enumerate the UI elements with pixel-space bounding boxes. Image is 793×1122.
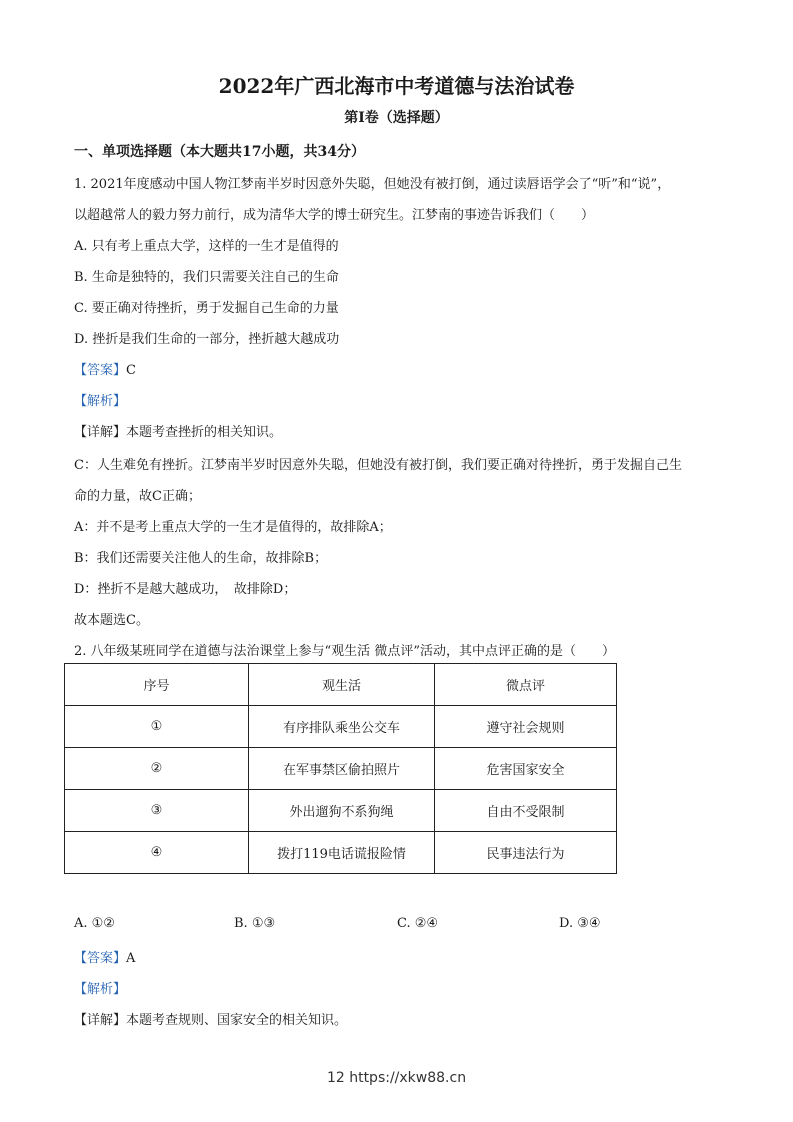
q1-option-a: A. 只有考上重点大学，这样的一生才是值得的 [74,239,339,254]
q1-stem-line1: 1. 2021年度感动中国人物江梦南半岁时因意外失聪，但她没有被打倒，通过读唇语学会了“听”和“说”， [74,177,671,192]
q2-answer [74,947,135,966]
table-header: 观生活 [249,664,435,706]
q1-conclusion: 故本题选C。 [74,613,149,628]
q2-detail [74,1009,347,1028]
q1-option-d: D. 挫折是我们生命的一部分，挫折越大越成功 [74,332,340,347]
table-header-row [65,664,617,706]
q1-option-b: B. 生命是独特的，我们只需要关注自己的生命 [74,270,339,285]
q2-stem: 2. 八年级某班同学在道德与法治课堂上参与“观生活 微点评”活动，其中点评正确的是（ ） [74,644,615,659]
table-cell: 在军事禁区偷拍照片 [249,748,435,790]
page-title: 2022年广西北海市中考道德与法治试卷 [218,74,575,98]
answer-value: A [126,951,136,966]
detail-tag: 【详解】 [74,1013,127,1028]
q1-exp-c-line2: 命的力量，故C正确； [74,489,201,504]
table-row [65,832,617,874]
table-cell: ③ [65,790,249,832]
q2-option-d: D. ③④ [559,916,601,931]
table-header: 微点评 [435,664,617,706]
answer-tag: 【答案】 [74,951,127,966]
detail-text: 本题考查规则、国家安全的相关知识。 [126,1013,348,1028]
q1-exp-c-line1: C：人生难免有挫折。江梦南半岁时因意外失聪，但她没有被打倒，我们要正确对待挫折，勇于发掘自己生 [74,458,682,473]
q1-exp-b: B：我们还需要关注他人的生命，故排除B； [74,551,328,566]
table-row [65,706,617,748]
table-cell: 民事违法行为 [435,832,617,874]
q1-exp-a: A：并不是考上重点大学的一生才是值得的，故排除A； [74,520,392,535]
table-cell: ② [65,748,249,790]
table-cell: 外出遛狗不系狗绳 [249,790,435,832]
q2-option-b: B. ①③ [234,916,276,931]
section-heading: 一、单项选择题（本大题共17小题，共34分） [74,144,365,160]
q2-table [64,663,617,874]
table-cell: ④ [65,832,249,874]
table-cell: 自由不受限制 [435,790,617,832]
volume-subtitle: 第I卷（选择题） [344,110,449,126]
detail-tag: 【详解】 [74,425,127,440]
table-cell: 危害国家安全 [435,748,617,790]
table-cell: 拨打119电话谎报险情 [249,832,435,874]
q2-option-c: C. ②④ [397,916,439,931]
table-cell: 遵守社会规则 [435,706,617,748]
table-header: 序号 [65,664,249,706]
q1-stem-line2: 以超越常人的毅力努力前行，成为清华大学的博士研究生。江梦南的事迹告诉我们（ ） [74,208,595,223]
table-row [65,790,617,832]
q1-analysis-tag: 【解析】 [74,394,127,409]
answer-value: C [126,363,136,378]
q2-analysis-tag: 【解析】 [74,982,127,997]
q1-answer [74,359,136,378]
table-cell: 有序排队乘坐公交车 [249,706,435,748]
q2-option-a: A. ①② [74,916,115,931]
q1-detail [74,421,282,440]
page-footer-link[interactable]: 12 https://xkw88.cn [326,1070,467,1086]
q1-option-c: C. 要正确对待挫折，勇于发掘自己生命的力量 [74,301,339,316]
table-cell: ① [65,706,249,748]
table-row [65,748,617,790]
answer-tag: 【答案】 [74,363,127,378]
detail-text: 本题考查挫折的相关知识。 [126,425,283,440]
q1-exp-d: D：挫折不是越大越成功， 故排除D； [74,582,297,597]
